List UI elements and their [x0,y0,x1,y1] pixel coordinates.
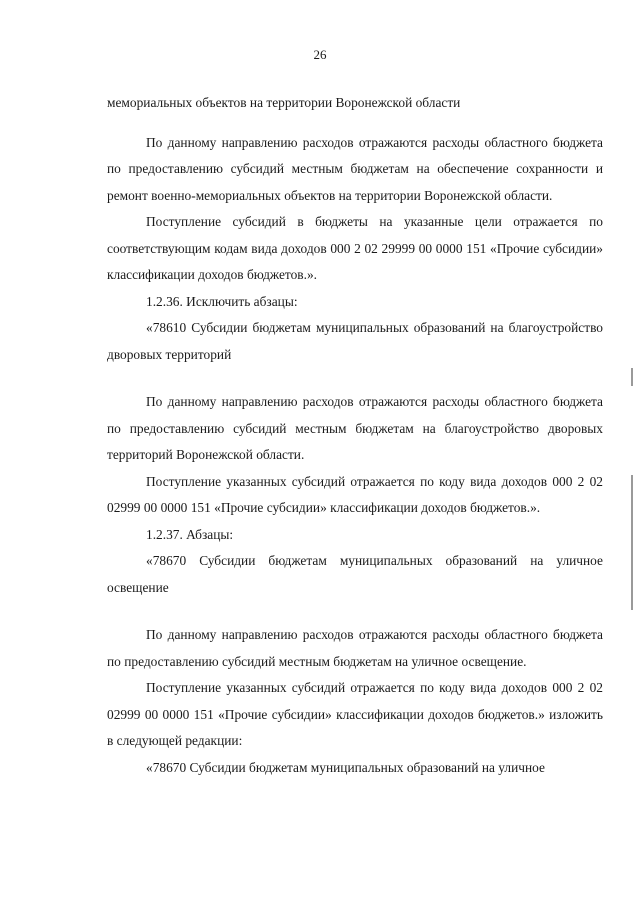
scan-edge-mark-upper [631,368,633,386]
paragraph-clause-1-2-36: 1.2.36. Исключить абзацы: [146,293,298,309]
paragraph-quoted-heading-78670: «78670 Субсидии бюджетам муниципальных образований на уличное освещение [107,553,603,595]
paragraph-revenue-receipt: Поступление субсидий в бюджеты на указанные цели отражается по соответствующим кодам вида доходов 000 2 02 29999 00 0000 151 «Прочие субсидии» классификации доходов бюджетов.». [107,214,603,282]
paragraph-quoted-heading-78610: «78610 Субсидии бюджетам муниципальных образований на благоустройство дворовых территорий [107,320,603,362]
paragraph-expense-description-78670: По данному направлению расходов отражаются расходы областного бюджета по предоставлению субсидий местным бюджетам на уличное освещение. [107,627,603,669]
paragraph-expense-description-78610: По данному направлению расходов отражаются расходы областного бюджета по предоставлению субсидий местным бюджетам на благоустройство дворовых территорий Воронежской области. [107,394,603,462]
paragraph-new-heading-78670: «78670 Субсидии бюджетам муниципальных образований на уличное [146,759,545,775]
page-number: 26 [313,47,327,62]
paragraph-expense-description: По данному направлению расходов отражаются расходы областного бюджета по предоставлению субсидий местным бюджетам на обеспечение сохранности и ремонт военно-мемориальных объектов на территории Воронежской области. [107,134,603,203]
paragraph-heading-continuation: мемориальных объектов на территории Воронежской области [107,95,461,110]
paragraph-revenue-receipt-78610: Поступление указанных субсидий отражается по коду вида доходов 000 2 02 02999 00 0000 151 «Прочие субсидии» классификации доходов бюджетов.». [107,473,603,515]
paragraph-clause-1-2-37: 1.2.37. Абзацы: [146,526,234,542]
document-body [107,90,603,781]
paragraph-revenue-receipt-78670: Поступление указанных субсидий отражается по коду вида доходов 000 2 02 02999 00 0000 151 «Прочие субсидии» классификации доходов бюджетов.» изложить в следующей редакции: [107,680,603,748]
scan-edge-mark-lower [631,475,633,610]
